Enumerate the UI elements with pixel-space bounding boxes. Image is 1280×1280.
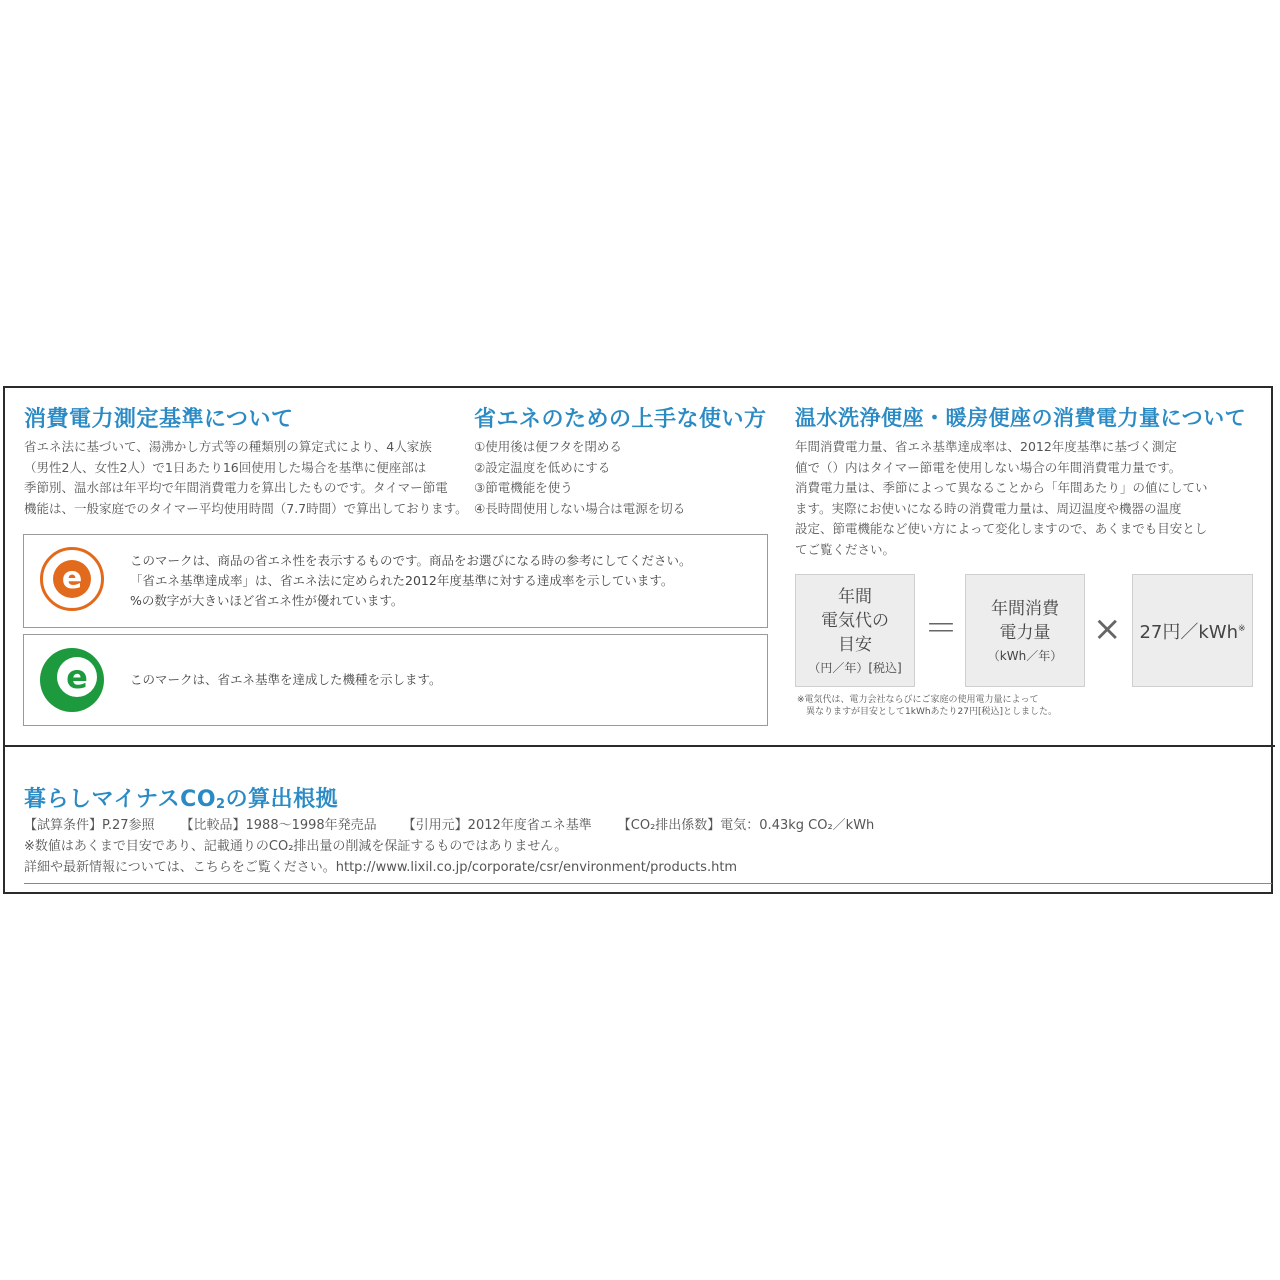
co2-conditions	[24, 815, 874, 836]
text-line: 季節別、温水部は年平均で年間消費電力を算出したものです。タイマー節電	[24, 480, 448, 495]
section-title-power-measurement: 消費電力測定基準について	[24, 407, 294, 432]
formula-unit: （kWh／年）	[987, 648, 1063, 663]
rate-note-mark: ※	[1238, 623, 1246, 634]
condition-item: 【引用元】2012年度省エネ基準	[402, 818, 592, 833]
condition-item: 【CO₂排出係数】電気：0.43kg CO₂／kWh	[617, 818, 875, 833]
energy-tips-list	[474, 437, 685, 519]
text-line: 消費電力量は、季節によって異なることから「年間あたり」の値にしてい	[795, 480, 1208, 495]
co2-disclaimer: ※数値はあくまで目安であり、記載通りのCO₂排出量の削減を保証するものではありません。	[24, 839, 568, 854]
section-title-energy-tips: 省エネのための上手な使い方	[474, 407, 767, 432]
title-subscript: 2	[216, 797, 226, 812]
formula-label-line: 電気代の	[821, 610, 889, 631]
title-text: 暮らしマイナスCO	[24, 787, 217, 812]
eco-e-glyph: e	[57, 657, 97, 697]
eco-e-orange-icon	[40, 547, 104, 611]
formula-unit: （円／年）[税込]	[808, 660, 902, 675]
condition-item: 【比較品】1988～1998年発売品	[180, 818, 377, 833]
text-line: このマークは、商品の省エネ性を表示するものです。商品をお選びになる時の参考にしてください。	[130, 553, 692, 568]
text-line: 異なりますが目安として1kWhあたり27円[税込]としました。	[806, 707, 1058, 717]
formula-box-unit-rate	[1132, 574, 1253, 687]
text-line: てご覧ください。	[795, 541, 896, 557]
list-item: ③節電機能を使う	[474, 480, 573, 495]
power-measurement-text	[24, 437, 468, 519]
unit-rate-value: 27円／kWh	[1139, 621, 1238, 643]
list-item: ①使用後は便フタを閉める	[474, 439, 622, 454]
text-line: 年間消費電力量、省エネ基準達成率は、2012年度基準に基づく測定	[795, 439, 1177, 454]
text-line: （男性2人、女性2人）で1日あたり16回使用した場合を基準に便座部は	[24, 459, 427, 475]
formula-label-line: 電力量	[999, 622, 1051, 643]
text-line: ※電気代は、電力会社ならびにご家庭の使用電力量によって	[797, 695, 1039, 705]
formula-label-line: 年間	[838, 586, 872, 607]
list-item: ④長時間使用しない場合は電源を切る	[474, 500, 686, 516]
text-line: %の数字が大きいほど省エネ性が優れています。	[130, 593, 404, 608]
formula-box-annual-consumption	[965, 574, 1085, 687]
section-divider	[3, 745, 1275, 747]
section-title-co2-basis	[24, 782, 338, 813]
formula-note	[797, 694, 1057, 718]
text-line: ます。実際にお使いになる時の消費電力量は、周辺温度や機器の温度	[795, 500, 1182, 516]
multiply-sign: ×	[1093, 609, 1122, 649]
eco-e-green-icon	[40, 648, 104, 712]
section-title-toilet-power: 温水洗浄便座・暖房便座の消費電力量について	[795, 406, 1247, 430]
text-line: 設定、節電機能など使い方によって変化しますので、あくまでも目安とし	[795, 521, 1208, 536]
equals-sign: ＝	[924, 609, 958, 649]
text-line: 機能は、一般家庭でのタイマー平均使用時間（7.7時間）で算出しております。	[24, 500, 468, 516]
list-item: ②設定温度を低めにする	[474, 459, 611, 475]
condition-item: 【試算条件】P.27参照	[24, 818, 155, 833]
unit-rate	[1139, 618, 1245, 644]
text-line: 「省エネ基準達成率」は、省エネ法に定められた2012年度基準に対する達成率を示しています。	[130, 573, 674, 588]
bottom-rule	[24, 883, 1272, 884]
formula-label-line: 目安	[838, 634, 872, 655]
orange-mark-description	[130, 551, 692, 611]
toilet-power-text	[795, 437, 1208, 560]
title-text: の算出根拠	[225, 787, 339, 812]
eco-e-glyph: e	[53, 560, 91, 598]
formula-box-electricity-cost	[795, 574, 915, 687]
text-line: 値で（）内はタイマー節電を使用しない場合の年間消費電力量です。	[795, 459, 1182, 475]
green-mark-description: このマークは、省エネ基準を達成した機種を示します。	[130, 672, 442, 687]
text-line: 省エネ法に基づいて、湯沸かし方式等の種類別の算定式により、4人家族	[24, 439, 432, 454]
formula-label-line: 年間消費	[991, 598, 1059, 619]
co2-detail-link: 詳細や最新情報については、こちらをご覧ください。http://www.lixil.co.jp/corporate/csr/environment/products.htm	[24, 860, 738, 875]
